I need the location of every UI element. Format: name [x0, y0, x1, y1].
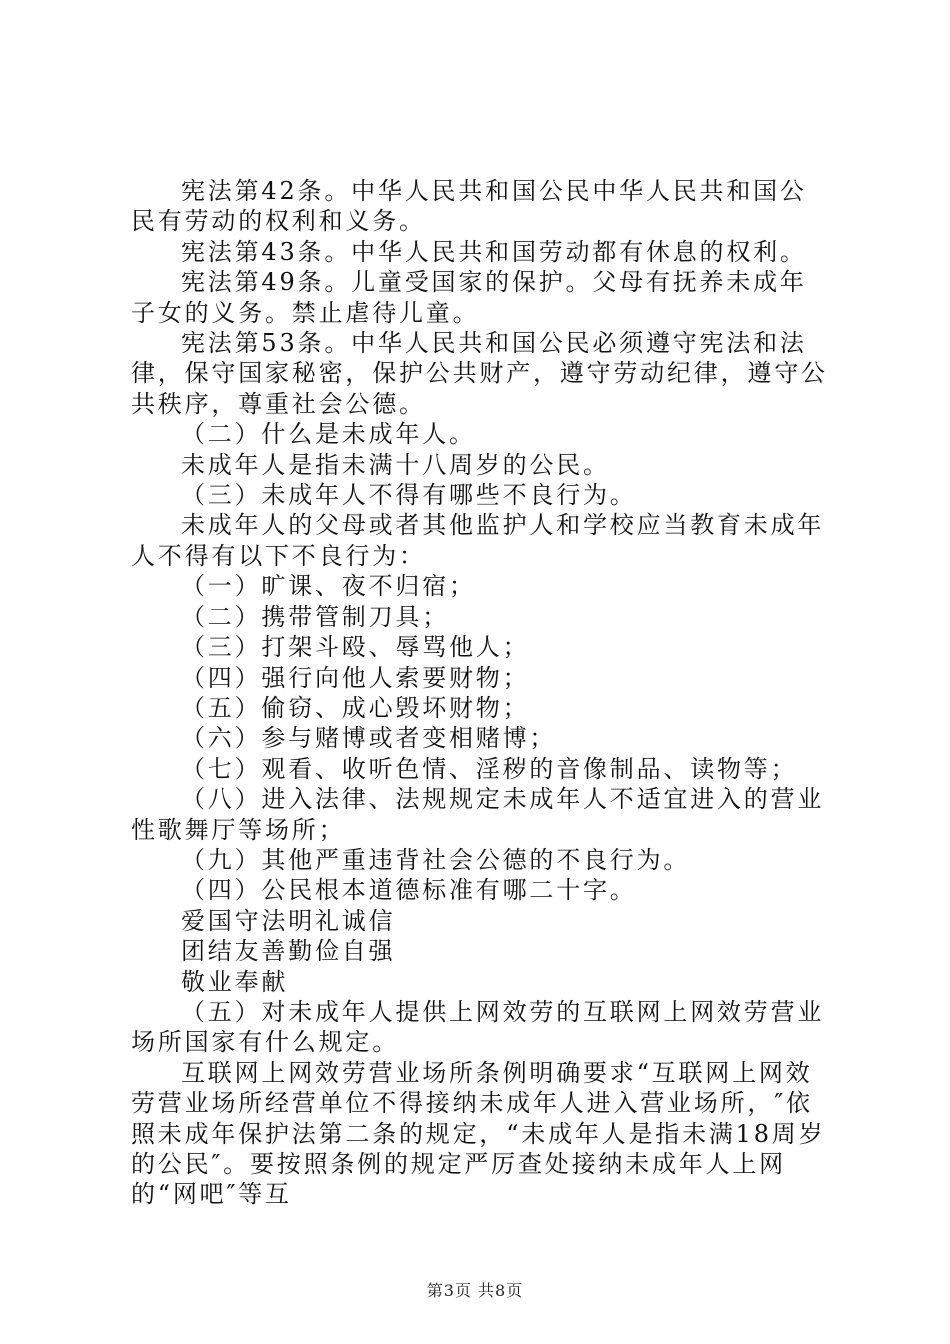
heading-bad-behaviors: （三）未成年人不得有哪些不良行为。 — [181, 481, 637, 510]
moral-line-1: 爱国守法明礼诚信 — [181, 906, 396, 935]
page-footer: 第3页 共8页 — [426, 1281, 524, 1300]
list-item: （八）进入法律、法规规定未成年人不适宜进入的营业性歌舞厅等场所； — [131, 785, 825, 844]
list-item: （六）参与赌博或者变相赌博； — [181, 724, 557, 753]
heading-what-is-minor: （二）什么是未成年人。 — [181, 420, 476, 449]
moral-line-2: 团结友善勤俭自强 — [181, 937, 396, 966]
list-item: （四）强行向他人索要财物； — [181, 663, 530, 692]
paragraph-constitution-42: 宪法第42条。中华人民共和国公民中华人民共和国公民有劳动的权利和义务。 — [131, 177, 807, 236]
heading-moral-standards: （四）公民根本道德标准有哪二十字。 — [181, 876, 637, 905]
list-item: （二）携带管制刀具； — [181, 602, 449, 631]
list-item: （九）其他严重违背社会公德的不良行为。 — [181, 845, 691, 874]
paragraph-guardian-duty: 未成年人的父母或者其他监护人和学校应当教育未成年人不得有以下不良行为： — [131, 511, 825, 570]
paragraph-constitution-43: 宪法第43条。中华人民共和国劳动都有休息的权利。 — [181, 237, 807, 266]
moral-line-3: 敬业奉献 — [181, 967, 289, 996]
list-item: （七）观看、收听色情、淫秽的音像制品、读物等； — [181, 754, 798, 783]
list-item: （一）旷课、夜不归宿； — [181, 572, 476, 601]
list-item: （五）偷窃、成心毁坏财物； — [181, 693, 530, 722]
paragraph-internet-cafe-regulation: 互联网上网效劳营业场所条例明确要求“互联网上网效劳营业场所经营单位不得接纳未成年人进入营业场所，″依照未成年保护法第二条的规定，“未成年人是指未满18周岁的公民″。要按照条例的规定严厉查处接纳未成年人上网的“网吧″等互 — [131, 1058, 826, 1209]
paragraph-constitution-53: 宪法第53条。中华人民共和国公民必须遵守宪法和法律，保守国家秘密，保护公共财产，遵守劳动纪律，遵守公共秩序，尊重社会公德。 — [131, 329, 828, 418]
paragraph-minor-definition: 未成年人是指未满十八周岁的公民。 — [181, 450, 610, 479]
heading-internet-cafe-rules: （五）对未成年人提供上网效劳的互联网上网效劳营业场所国家有什么规定。 — [131, 997, 825, 1057]
document-body — [131, 176, 831, 1210]
list-item: （三）打架斗殴、辱骂他人； — [181, 633, 530, 662]
paragraph-constitution-49: 宪法第49条。儿童受国家的保护。父母有抚养未成年子女的义务。禁止虐待儿童。 — [131, 268, 807, 327]
